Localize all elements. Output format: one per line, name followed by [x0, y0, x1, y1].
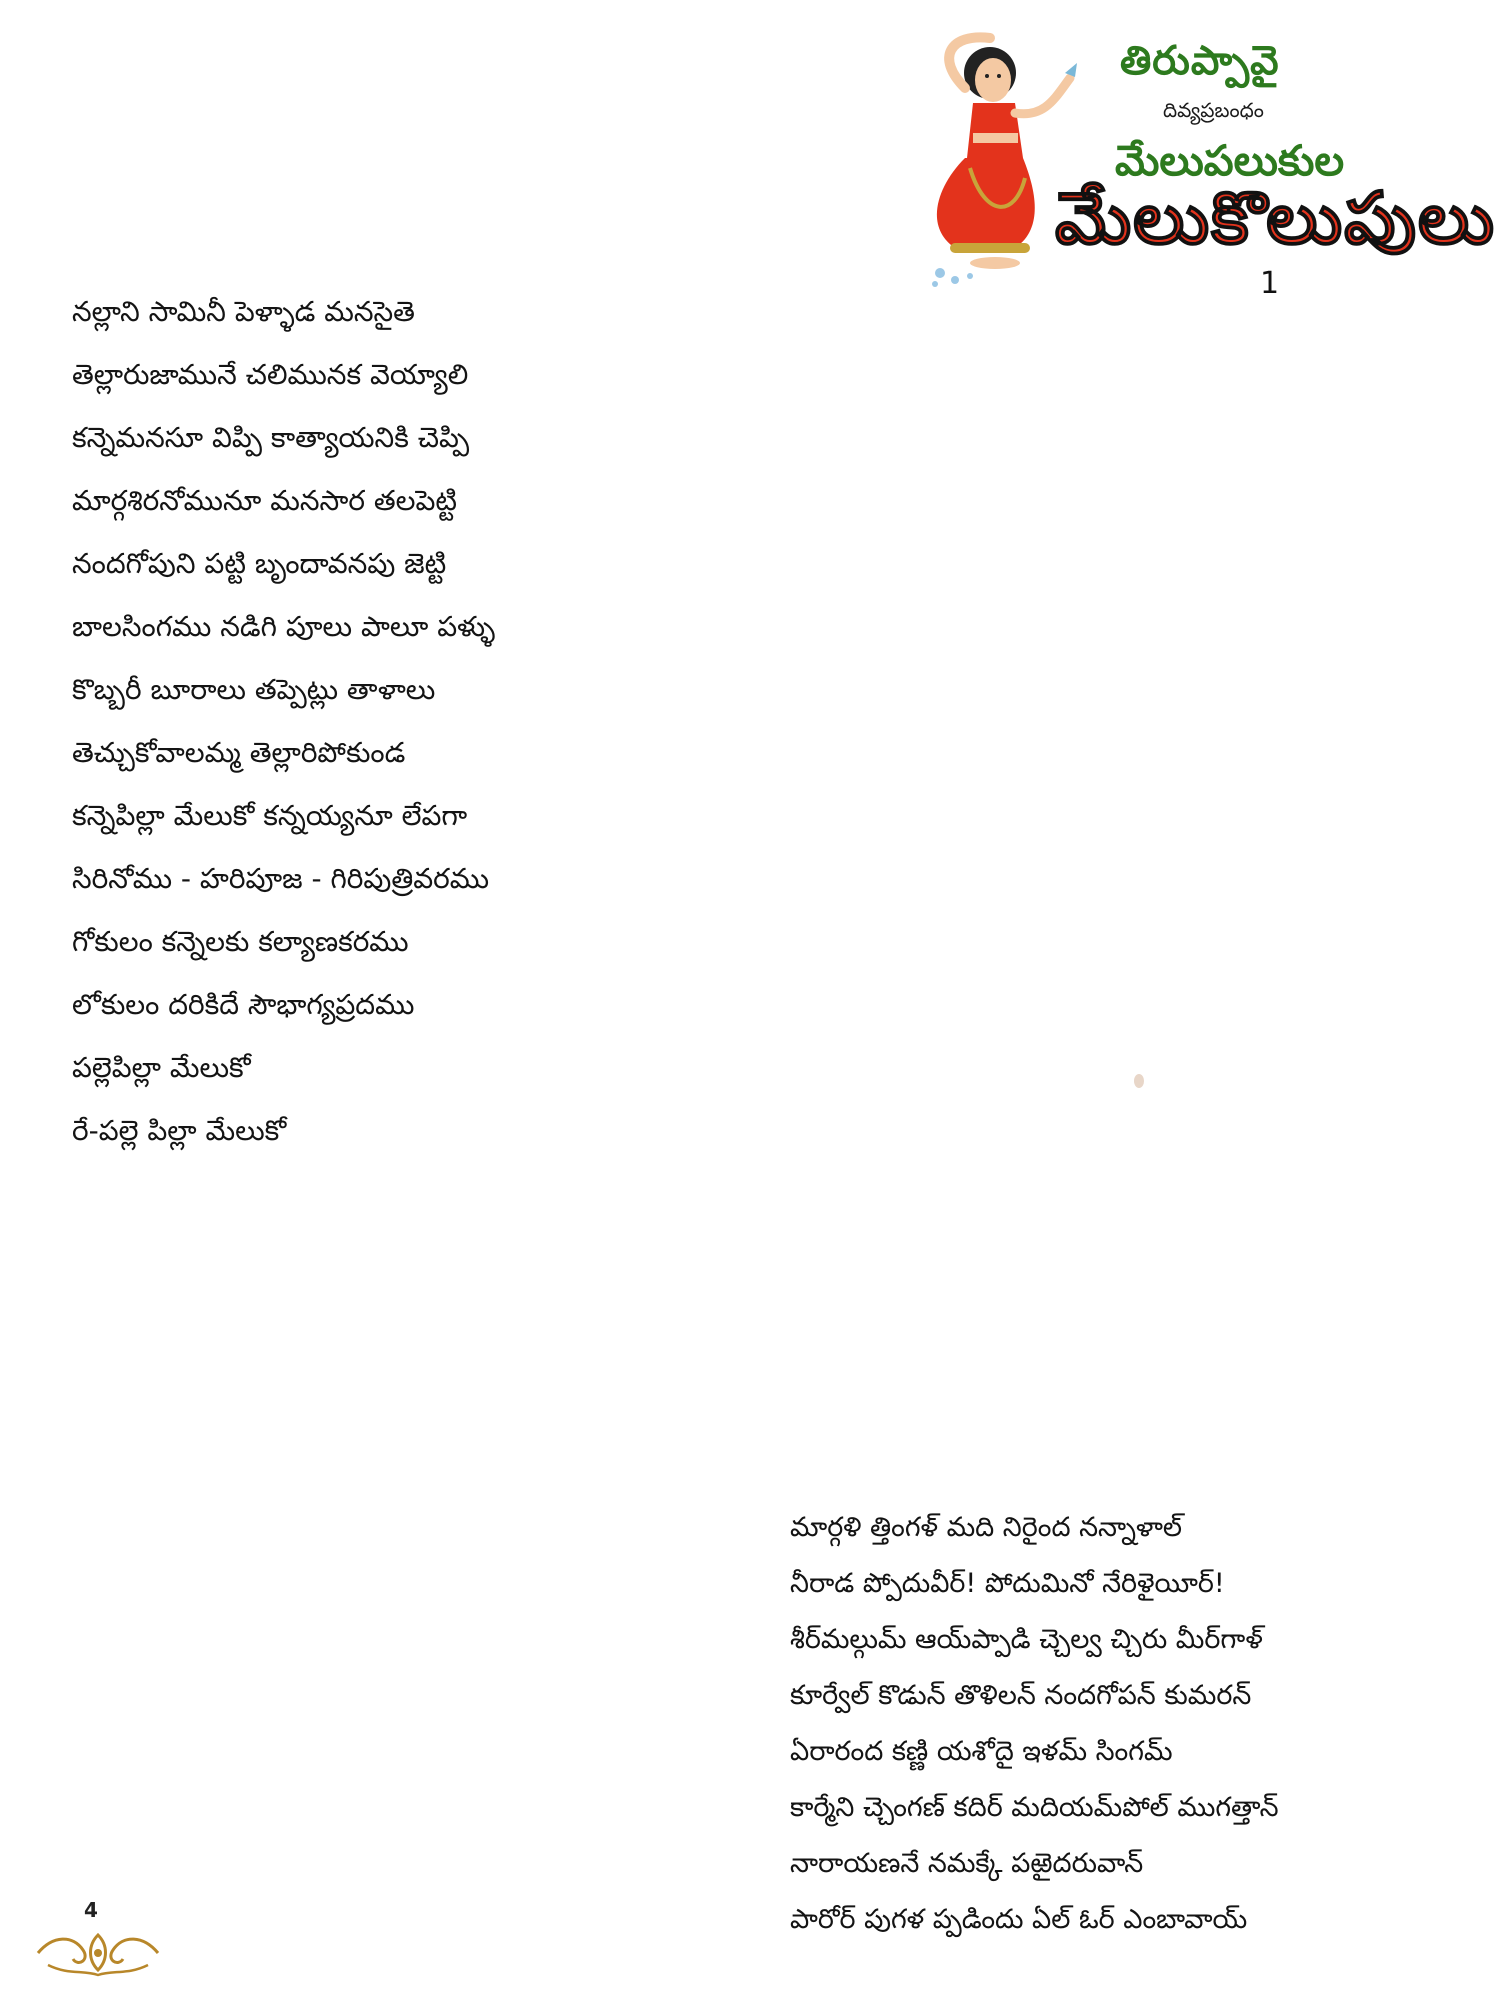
- stanza-line: లోకులం దరికిదే సౌభాగ్యప్రదము: [72, 988, 415, 1021]
- stanza-line: పారోర్ పుగళ ప్పడిందు ఏల్ ఓర్ ఎంబావాయ్: [790, 1904, 1248, 1935]
- stanza-line: తెచ్చుకోవాలమ్మ తెల్లారిపోకుండ: [72, 736, 406, 769]
- telugu-stanza: [72, 280, 632, 1162]
- header-block: [895, 18, 1496, 318]
- title-line-2: దివ్యప్రబంధం: [1163, 98, 1264, 122]
- paper-speck: [1134, 1074, 1144, 1088]
- stanza-line: నందగోపుని పట్టి బృందావనపు జెట్టి: [72, 547, 447, 580]
- stanza-line: కార్మేని చ్చెంగణ్ కదిర్ మదియమ్‌పోల్ ముగత్తాన్: [790, 1792, 1279, 1823]
- stanza-line: కూర్వేల్ కొడున్ తొళిలన్ నందగోపన్ కుమరన్: [790, 1680, 1252, 1711]
- stanza-line: గోకులం కన్నెలకు కల్యాణకరము: [72, 925, 409, 958]
- tamil-stanza: [790, 1500, 1430, 1948]
- stanza-line: నల్లాని సామినీ పెళ్ళాడ మనసైతె: [72, 295, 415, 328]
- title-line-1: తిరుప్పావై: [1120, 38, 1280, 84]
- stanza-line: మార్గశిరనోమునూ మనసార తలపెట్టి: [72, 484, 458, 517]
- stanza-line: సిరినోము - హరిపూజ - గిరిపుత్రివరము: [72, 862, 490, 895]
- stanza-line: నీరాడ ప్పోదువీర్! పోదుమినో నేరిళైయీర్!: [790, 1568, 1225, 1599]
- page-number: 4: [84, 1898, 98, 1922]
- stanza-line: పల్లెపిల్లా మేలుకో: [72, 1051, 251, 1084]
- stanza-line: తెల్లారుజామునే చలిమునక వెయ్యాలి: [72, 358, 469, 391]
- title-line-3: మేలుపలుకుల: [1115, 136, 1345, 185]
- stanza-line: కన్నెమనసూ విప్పి కాత్యాయనికి చెప్పి: [72, 421, 470, 454]
- title-main: మేలుకొలుపులు: [1055, 176, 1496, 260]
- stanza-line: ఏరారంద కణ్ణి యశోదై ఇళమ్ సింగమ్: [790, 1736, 1173, 1767]
- song-number: 1: [1260, 266, 1280, 301]
- stanza-line: మార్గళి త్తింగళ్ మది నిరైంద నన్నాళాల్: [790, 1512, 1183, 1543]
- stanza-line: రే-పల్లె పిల్లా మేలుకో: [72, 1114, 287, 1147]
- stanza-line: శీర్‌మల్గుమ్ ఆయ్‌ప్పాడి చ్చెల్వ చ్చిరు మీర్‌గాళ్: [790, 1624, 1263, 1655]
- stanza-line: బాలసింగము నడిగి పూలు పాలూ పళ్ళు: [72, 610, 496, 643]
- stanza-line: కన్నెపిల్లా మేలుకో కన్నయ్యనూ లేపగా: [72, 799, 468, 832]
- ornament-icon: [28, 1925, 168, 1985]
- stanza-line: కొబ్బరీ బూరాలు తప్పెట్లు తాళాలు: [72, 673, 436, 706]
- stanza-line: నారాయణనే నమక్కే పఱైదరువాన్: [790, 1848, 1144, 1879]
